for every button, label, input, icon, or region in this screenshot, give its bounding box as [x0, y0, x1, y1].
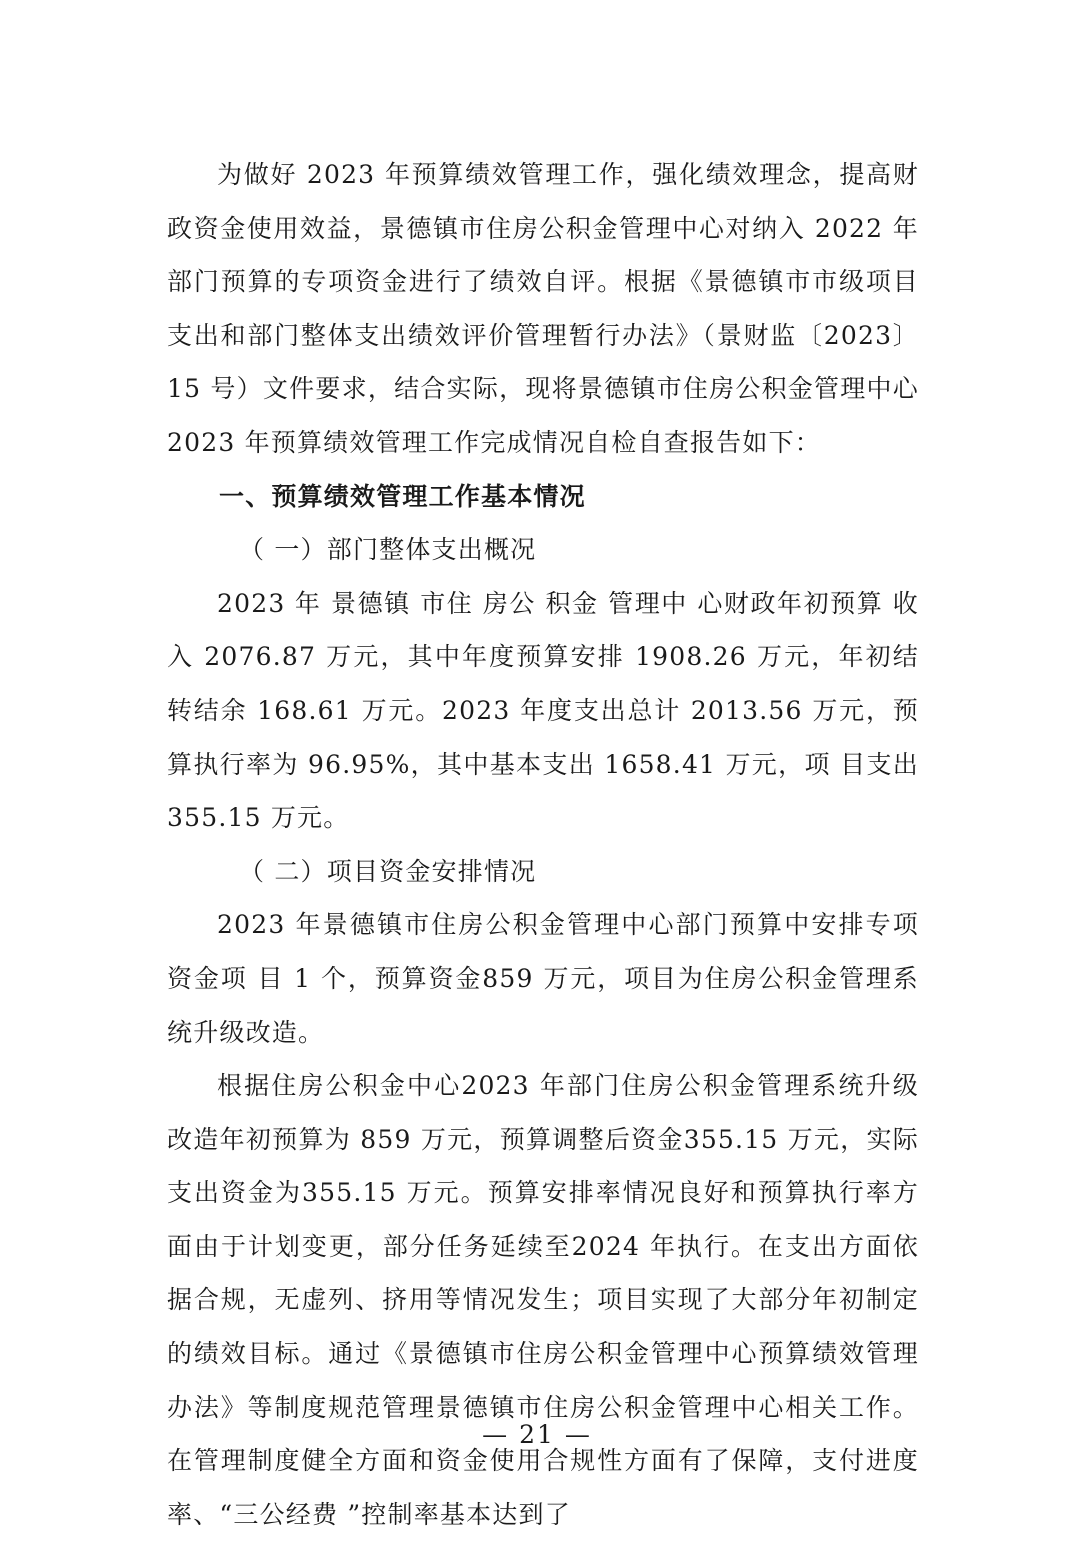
section-heading-1: 一、预算绩效管理工作基本情况 [219, 481, 586, 511]
subsection-heading-1: （ 一）部门整体支出概况 [239, 535, 537, 565]
subsection-2-paragraph-1: 2023 年景德镇市住房公积金管理中心部门预算中安排专项资金项 目 1 个，预算资金859 万元，项目为住房公积金管理系统升级改造。 [167, 910, 919, 1047]
page-number: — 21 — [482, 1420, 592, 1449]
subsection-heading-2: （ 二）项目资金安排情况 [239, 856, 537, 886]
intro-paragraph: 为做好 2023 年预算绩效管理工作，强化绩效理念，提高财政资金使用效益，景德镇市住房公积金管理中心对纳入 2022 年部门预算的专项资金进行了绩效自评。根据《景德镇市市级项目支出和部门整体支出绩效评价管理暂行办法》（景财监〔2023〕15 号）文件要求，结合实际，现将景德镇市住房公积金管理中心2023 年预算绩效管理工作完成情况自检自查报告如下： [167, 160, 919, 457]
subsection-1-paragraph: 2023 年 景德镇 市住 房公 积金 管理中 心财政年初预算 收入 2076.87 万元，其中年度预算安排 1908.26 万元，年初结转结余 168.61 万元。2023 年度支出总计 2013.56 万元，预算执行率为 96.95%，其中基本支出 1658.41 万元，项 目支出 355.15 万元。 [167, 588, 919, 833]
subsection-2-paragraph-2: 根据住房公积金中心2023 年部门住房公积金管理系统升级改造年初预算为 859 万元，预算调整后资金355.15 万元，实际支出资金为355.15 万元。预算安排率情况良好和预算执行率方面由于计划变更，部分任务延续至2024 年执行。在支出方面依据合规，无虚列、挤用等情况发生；项目实现了大部分年初制定的绩效目标。通过《景德镇市住房公积金管理中心预算绩效管理办法》等制度规范管理景德镇市住房公积金管理中心相关工作。在管理制度健全方面和资金使用合规性方面有了保障，支付进度率、“三公经费 ”控制率基本达到了 [167, 1071, 919, 1529]
document-body [167, 148, 919, 1541]
